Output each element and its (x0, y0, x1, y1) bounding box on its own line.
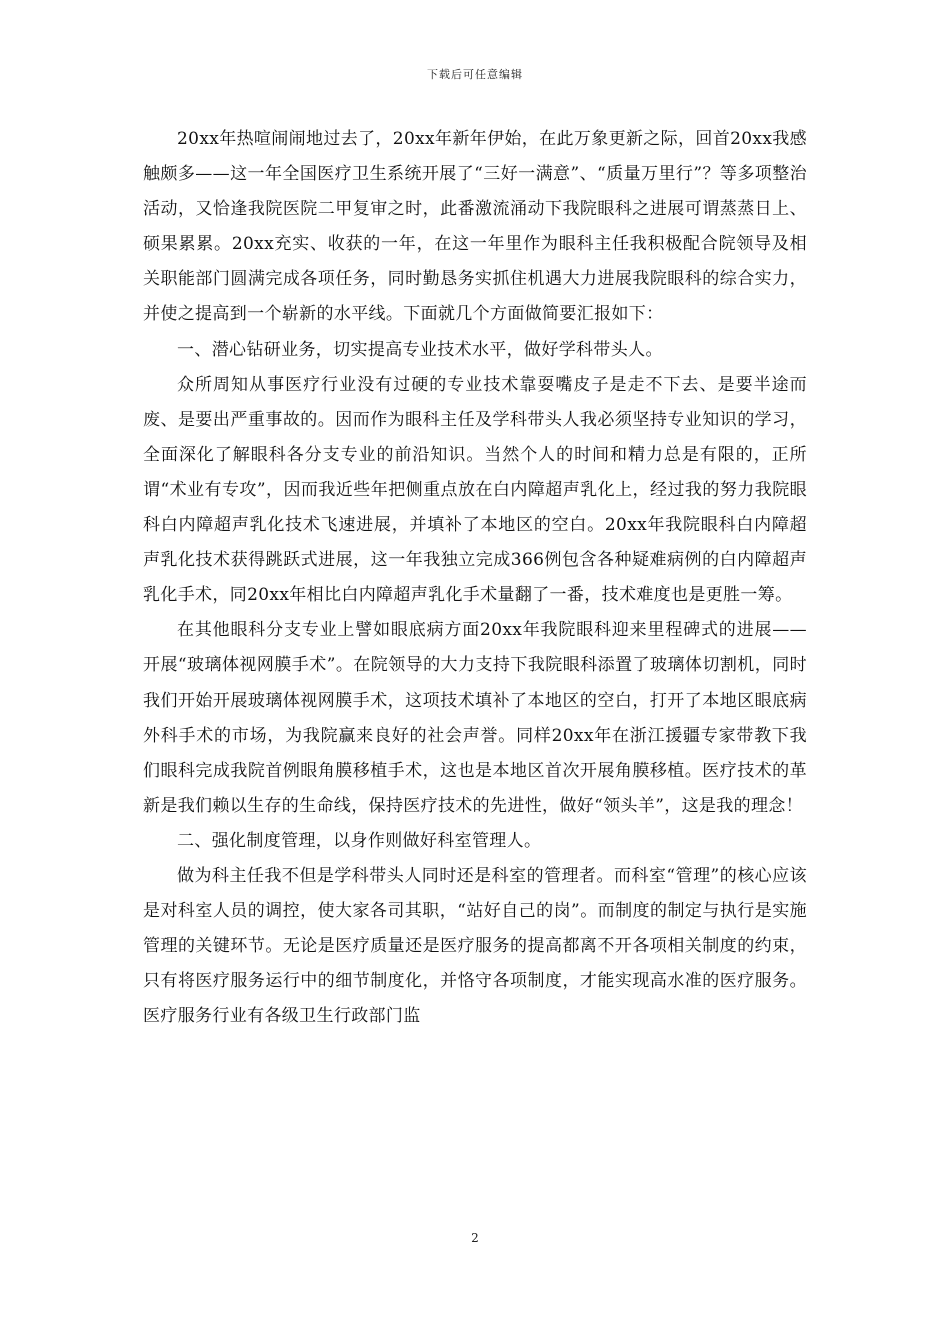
section-heading-1: 一、潜心钻研业务，切实提高专业技术水平，做好学科带头人。 (177, 339, 663, 360)
page-number: 2 (471, 1231, 479, 1245)
paragraph-section-2: 做为科主任我不但是学科带头人同时还是科室的管理者。而科室“管理”的核心应该是对科室人员的调控，使大家各司其职，“站好自己的岗”。而制度的制定与执行是实施管理的关键环节。无论是医疗质量还是医疗服务的提高都离不开各项相关制度的约束，只有将医疗服务运行中的细节制度化，并恪守各项制度，才能实现高水准的医疗服务。医疗服务行业有各级卫生行政部门监 (143, 865, 807, 1027)
paragraph-intro: 20xx年热喧闹闹地过去了，20xx年新年伊始，在此万象更新之际，回首20xx我感触颇多——这一年全国医疗卫生系统开展了“三好一满意”、“质量万里行”？等多项整治活动，又恰逢我院医院二甲复审之时，此番激流涌动下我院眼科之进展可谓蒸蒸日上、硕果累累。20xx充实、收获的一年，在这一年里作为眼科主任我积极配合院领导及相关职能部门圆满完成各项任务，同时勤恳务实抓住机遇大力进展我院眼科的综合实力，并使之提高到一个崭新的水平线。下面就几个方面做简要汇报如下： (143, 129, 807, 325)
paragraph-section-1: 众所周知从事医疗行业没有过硬的专业技术靠耍嘴皮子是走不下去、是要半途而废、是要出严重事故的。因而作为眼科主任及学科带头人我必须坚持专业知识的学习，全面深化了解眼科各分支专业的前沿知识。当然个人的时间和精力总是有限的，正所谓“术业有专攻”，因而我近些年把侧重点放在白内障超声乳化上，经过我的努力我院眼科白内障超声乳化技术飞速进展，并填补了本地区的空白。20xx年我院眼科白内障超声乳化技术获得跳跃式进展，这一年我独立完成366例包含各种疑难病例的白内障超声乳化手术，同20xx年相比白内障超声乳化手术量翻了一番，技术难度也是更胜一筹。 (143, 374, 807, 606)
paragraph-section-1-continued: 在其他眼科分支专业上譬如眼底病方面20xx年我院眼科迎来里程碑式的进展——开展“玻璃体视网膜手术”。在院领导的大力支持下我院眼科添置了玻璃体切割机，同时我们开始开展玻璃体视网膜手术，这项技术填补了本地区的空白，打开了本地区眼底病外科手术的市场，为我院赢来良好的社会声誉。同样20xx年在浙江援疆专家带教下我们眼科完成我院首例眼角膜移植手术，这也是本地区首次开展角膜移植。医疗技术的革新是我们赖以生存的生命线，保持医疗技术的先进性，做好“领头羊”，这是我的理念！ (143, 620, 807, 816)
page-header: 下载后可任意编辑 (427, 68, 523, 81)
document-body (143, 122, 807, 1034)
section-heading-2: 二、强化制度管理，以身作则做好科室管理人。 (177, 830, 542, 851)
